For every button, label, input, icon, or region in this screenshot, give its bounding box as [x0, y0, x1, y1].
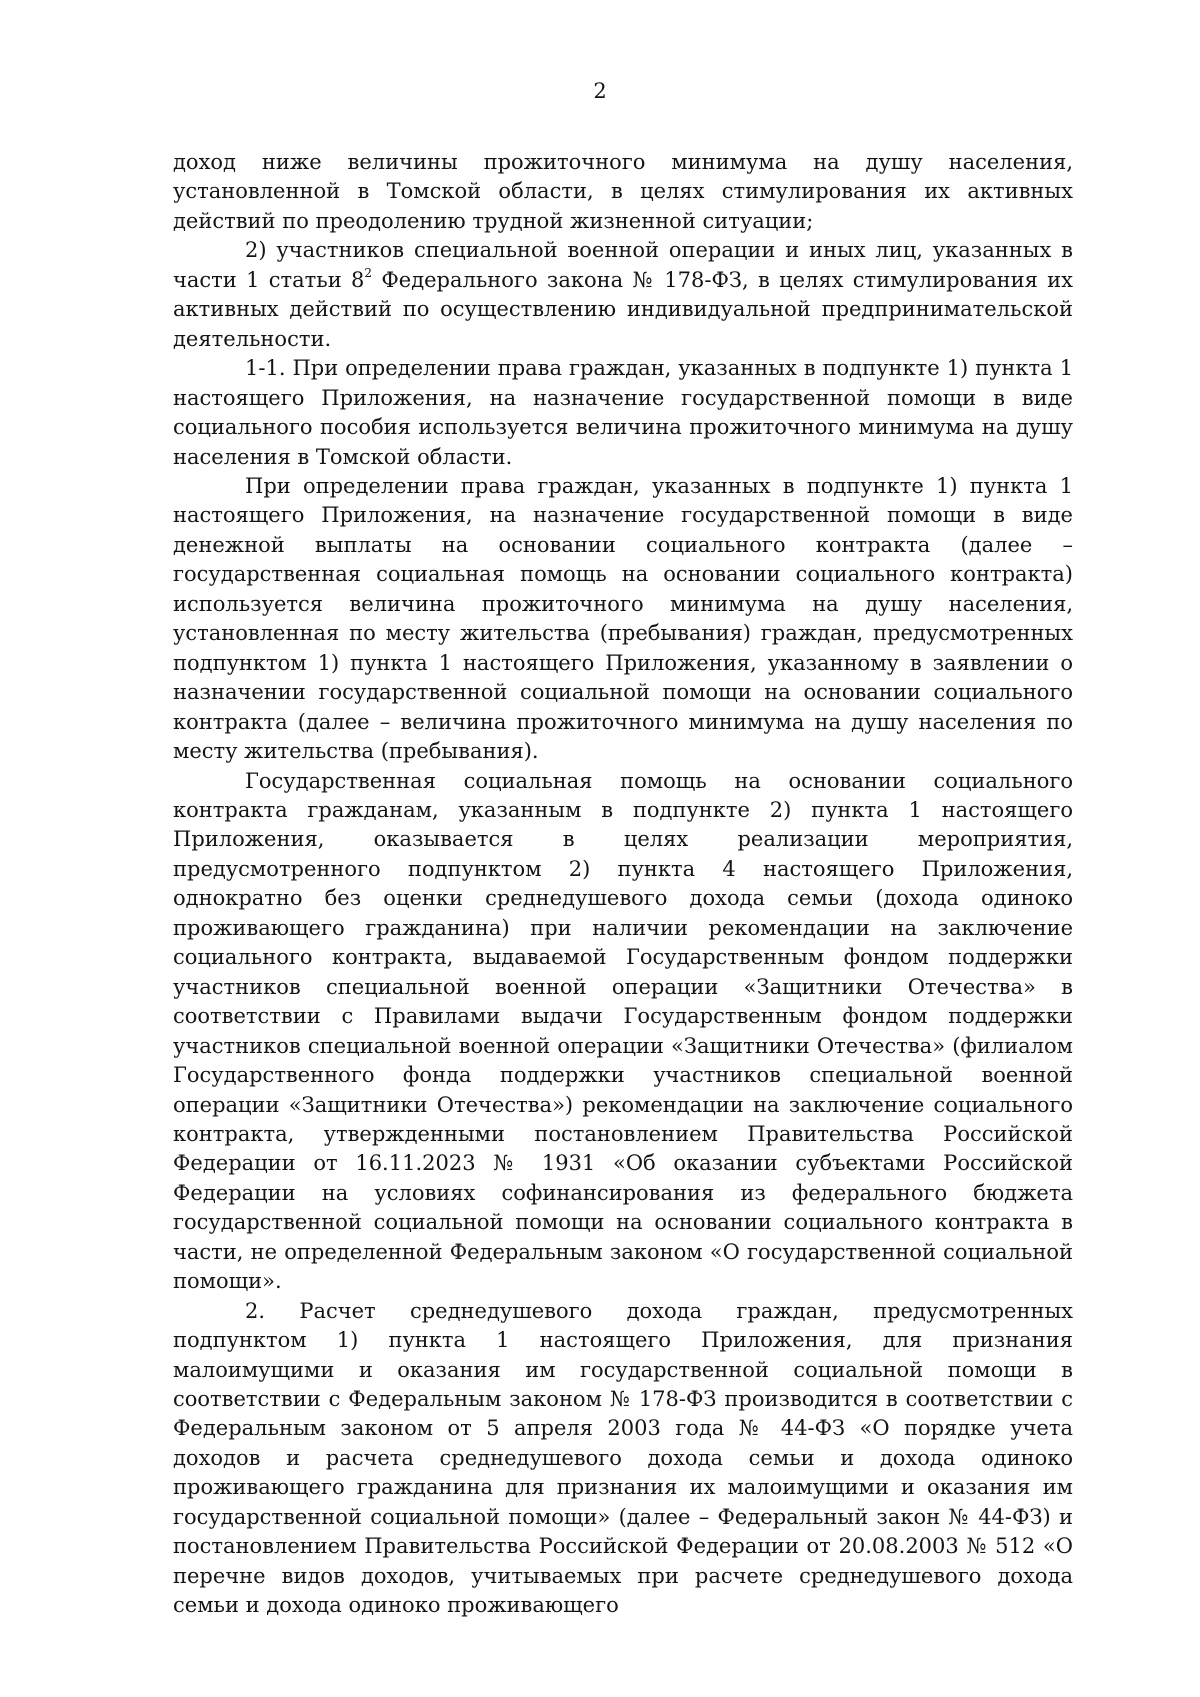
paragraph-6: 2. Расчет среднедушевого дохода граждан, предусмотренных подпунктом 1) пункта 1 настоящего Приложения, для признания малоимущими и оказания им государственной социальной помощи в соответствии с Федеральным законом № 178-ФЗ производится в соответствии с Федеральным законом от 5 апреля 2003 года № 44-ФЗ «О порядке учета доходов и расчета среднедушевого дохода семьи и дохода одиноко проживающего гражданина для признания их малоимущими и оказания им государственной социальной помощи» (далее – Федеральный закон № 44-ФЗ) и постановлением Правительства Российской Федерации от 20.08.2003 № 512 «О перечне видов доходов, учитываемых при расчете среднедушевого дохода семьи и дохода одиноко проживающего — [173, 1298, 1073, 1618]
page-number: 2 — [593, 79, 607, 103]
paragraph-2-tail: Федерального закона № 178-ФЗ, в целях стимулирования их активных действий по осуществлению индивидуальной предпринимательской деятельности. — [173, 267, 1073, 351]
paragraph-4: При определении права граждан, указанных в подпункте 1) пункта 1 настоящего Приложения, на назначение государственной помощи в виде денежной выплаты на основании социального контракта (далее – государственная социальная помощь на основании социального контракта) используется величина прожиточного минимума на душу населения, установленная по месту жительства (пребывания) граждан, предусмотренных подпунктом 1) пункта 1 настоящего Приложения, указанному в заявлении о назначении государственной социальной помощи на основании социального контракта (далее – величина прожиточного минимума на душу населения по месту жительства (пребывания). — [173, 473, 1073, 764]
paragraph-5: Государственная социальная помощь на основании социального контракта гражданам, указанным в подпункте 2) пункта 1 настоящего Приложения, оказывается в целях реализации мероприятия, предусмотренного подпунктом 2) пункта 4 настоящего Приложения, однократно без оценки среднедушевого дохода семьи (дохода одиноко проживающего гражданина) при наличии рекомендации на заключение социального контракта, выдаваемой Государственным фондом поддержки участников специальной военной операции «Защитники Отечества» в соответствии с Правилами выдачи Государственным фондом поддержки участников специальной военной операции «Защитники Отечества» (филиалом Государственного фонда поддержки участников специальной военной операции «Защитники Отечества») рекомендации на заключение социального контракта, утвержденными постановлением Правительства Российской Федерации от 16.11.2023 № 1931 «Об оказании субъектами Российской Федерации на условиях софинансирования из федерального бюджета государственной социальной помощи на основании социального контракта в части, не определенной Федеральным законом «О государственной социальной помощи». — [173, 768, 1073, 1294]
paragraph-2-text: 2) участников специальной военной операции и иных лиц, указанных в части 1 статьи 8 — [173, 238, 1073, 292]
paragraph-1: доход ниже величины прожиточного минимума на душу населения, установленной в Томской области, в целях стимулирования их активных действий по преодолению трудной жизненной ситуации; — [173, 150, 1073, 233]
paragraph-2-superscript: 2 — [364, 265, 373, 280]
paragraph-2 — [173, 236, 1073, 354]
paragraph-3: 1-1. При определении права граждан, указанных в подпункте 1) пункта 1 настоящего Приложения, на назначение государственной помощи в виде социального пособия используется величина прожиточного минимума на душу населения в Томской области. — [173, 356, 1073, 469]
document-body — [173, 148, 1073, 1621]
